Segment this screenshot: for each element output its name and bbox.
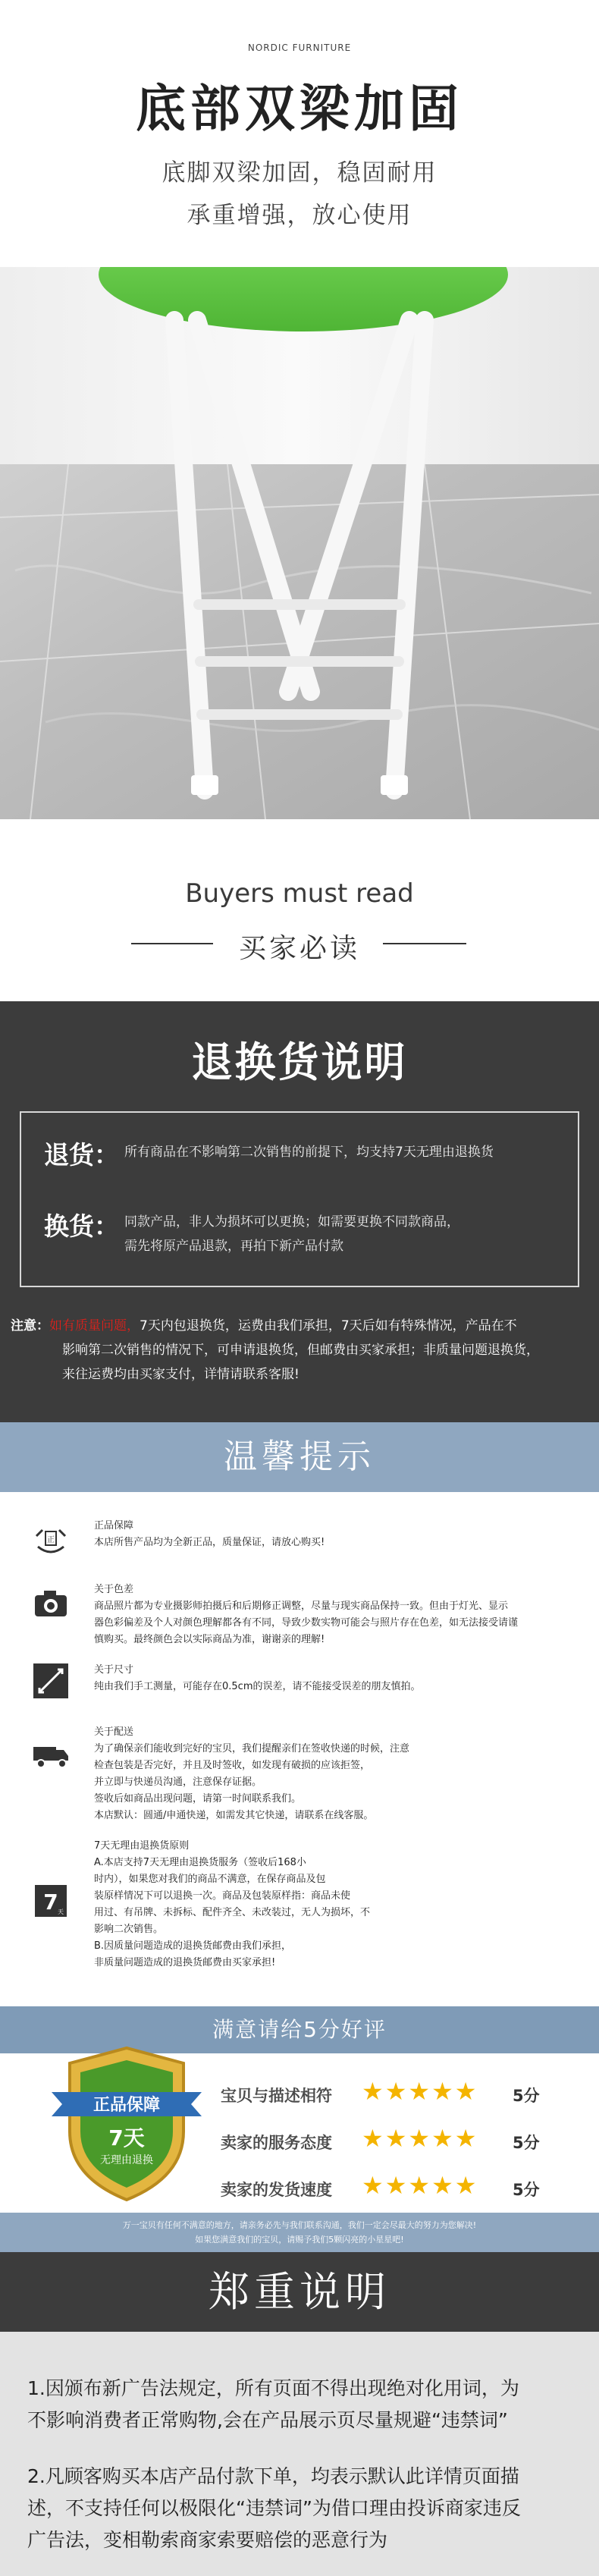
tip-heading: 关于尺寸 [94, 1664, 134, 1676]
tip-heading: 关于色差 [94, 1584, 134, 1595]
ruler-icon [30, 1660, 71, 1701]
return-text: 所有商品在不影响第二次销售的前提下，均支持7天无理由退换货 [124, 1145, 494, 1160]
tips-header [0, 1422, 599, 1492]
rating-title: 满意请给5分好评 [212, 2017, 387, 2042]
tip-color-difference [94, 1582, 579, 1648]
genuine-icon [30, 1521, 71, 1562]
tip-text: B.因质量问题造成的退换货邮费由我们承担， [94, 1940, 292, 1952]
star-rating: ★★★★★ [362, 2124, 478, 2153]
tip-text: 本店所售产品均为全新正品，质量保证，请放心购买! [94, 1537, 325, 1548]
notice-text: 7天内包退换货，运费由我们承担，7天后如有特殊情况，产品在不 [140, 1318, 517, 1334]
tip-delivery [94, 1724, 579, 1824]
returns-title: 退换货说明 [191, 1038, 408, 1086]
seven-days-icon [30, 1880, 71, 1921]
tip-text: 慎购买。最终颜色会以实际商品为准，谢谢亲的理解! [94, 1634, 325, 1645]
footnote-line: 如果您满意我们的宝贝，请赐予我们5颗闪亮的小星星吧! [195, 2235, 404, 2245]
tip-heading: 关于配送 [94, 1726, 134, 1738]
divider-line [383, 943, 466, 944]
notice-text: 来往运费均由买家支付，详情请联系客服! [62, 1367, 300, 1382]
serious-line: 不影响消费者正常购物,会在产品展示页尽量规避“违禁词” [27, 2409, 508, 2431]
rating-label: 卖家的发货速度 [221, 2181, 332, 2199]
tip-text: 检查包装是否完好，并且及时签收，如发现有破损的应该拒签， [94, 1760, 371, 1771]
badge-top-text: 正品保障 [93, 2096, 161, 2115]
rating-label: 卖家的服务态度 [221, 2134, 332, 2152]
tip-heading: 正品保障 [94, 1520, 134, 1531]
badge-days-text: 7天 [108, 2125, 145, 2150]
rating-footnote [0, 2213, 599, 2252]
return-exchange-section [0, 1001, 599, 1422]
tip-text: 影响二次销售。 [94, 1924, 164, 1935]
serious-header [0, 2252, 599, 2332]
tip-text: 装原样情况下可以退换一次。商品及包装原样指：商品未使 [94, 1890, 351, 1902]
serious-paragraph [27, 2373, 573, 2436]
serious-line: 2.凡顾客购买本店产品付款下单，均表示默认此详情页面描 [27, 2465, 519, 2487]
exchange-label: 换货： [44, 1211, 119, 1241]
exchange-text: 需先将原产品退款，再拍下新产品付款 [124, 1239, 343, 1254]
star-rating: ★★★★★ [362, 2077, 478, 2106]
tip-seven-days [94, 1838, 412, 1971]
rating-label: 宝贝与描述相符 [221, 2087, 332, 2105]
hero-title: 底部双梁加固 [136, 80, 463, 138]
hero-subtitle: 底脚双梁加固，稳固耐用 [162, 159, 437, 187]
serious-section [0, 2332, 599, 2576]
star-rating: ★★★★★ [362, 2171, 478, 2200]
buyers-title-cn: 买家必读 [238, 933, 360, 964]
tip-text: 非质量问题造成的退换货邮费由买家承担! [94, 1957, 276, 1968]
tip-text: 为了确保亲们能收到完好的宝贝，我们提醒亲们在签收快递的时候，注意 [94, 1743, 410, 1755]
buyers-must-read-section [0, 819, 599, 1001]
camera-icon [30, 1583, 71, 1624]
serious-line: 1.因颁布新广告法规定，所有页面不得出现绝对化用词，为 [27, 2377, 519, 2399]
truck-icon [30, 1733, 71, 1774]
tip-heading: 7天无理由退换货原则 [94, 1840, 190, 1852]
rating-score: 5分 [513, 2134, 540, 2152]
tip-text: 时内），如果您对我们的商品不满意，在保存商品及包 [94, 1874, 326, 1885]
tip-text: 签收后如商品出现问题，请第一时间联系我们。 [94, 1793, 302, 1805]
svg-text:7: 7 [43, 1890, 58, 1915]
notice-highlight: 如有质量问题， [49, 1318, 140, 1334]
tip-text: 纯由我们手工测量，可能存在0.5cm的误差，请不能接受误差的朋友慎拍。 [94, 1681, 421, 1692]
serious-line: 广告法，变相勒索商家索要赔偿的恶意行为 [27, 2529, 388, 2551]
notice-label: 注意： [11, 1318, 49, 1334]
guarantee-badge [47, 2040, 206, 2207]
returns-box [20, 1111, 579, 1287]
tip-text: 器色彩偏差及个人对颜色理解都各有不同，导致少数实物可能会与照片存在色差，如无法接受请谨 [94, 1617, 519, 1629]
badge-bottom-text: 无理由退换 [100, 2154, 153, 2166]
notice-paragraph [11, 1314, 588, 1387]
hero-subtitle: 承重增强，放心使用 [187, 202, 412, 229]
tip-text: 本店默认：圆通/申通快递，如需发其它快递，请联系在线客服。 [94, 1810, 374, 1821]
svg-text:正: 正 [47, 1536, 55, 1544]
notice-text: 影响第二次销售的情况下，可申请退换货，但邮费由买家承担；非质量问题退换货， [62, 1343, 539, 1358]
tip-size [94, 1662, 579, 1695]
tip-text: 并立即与快递员沟通，注意保存证据。 [94, 1776, 262, 1788]
tip-text: 商品照片都为专业摄影师拍摄后和后期修正调整，尽量与现实商品保持一致。但由于灯光、显示 [94, 1601, 509, 1612]
stool-photo [0, 267, 599, 819]
serious-line: 述，不支持任何以极限化“违禁词”为借口理由投诉商家违反 [27, 2497, 521, 2519]
serious-paragraph [27, 2461, 573, 2556]
brand-label: NORDIC FURNITURE [247, 42, 352, 53]
tip-text: 用过、有吊牌、未拆标、配件齐全、未改装过，无人为损坏，不 [94, 1907, 371, 1918]
return-label: 退货： [44, 1140, 119, 1170]
tip-genuine [94, 1518, 579, 1551]
svg-text:天: 天 [58, 1908, 64, 1915]
tip-text: A.本店支持7天无理由退换货服务（签收后168小 [94, 1857, 306, 1868]
footnote-line: 万一宝贝有任何不满意的地方，请亲务必先与我们联系沟通，我们一定会尽最大的努力为您解决! [122, 2220, 477, 2230]
serious-title: 郑重说明 [209, 2268, 390, 2316]
tips-title: 温馨提示 [224, 1437, 375, 1476]
exchange-text: 同款产品，非人为损坏可以更换；如需要更换不同款商品， [124, 1214, 459, 1230]
tips-section [0, 1492, 599, 2006]
buyers-title-en: Buyers must read [185, 878, 414, 909]
hero-section [0, 0, 599, 819]
rating-score: 5分 [513, 2087, 540, 2105]
rating-score: 5分 [513, 2181, 540, 2199]
